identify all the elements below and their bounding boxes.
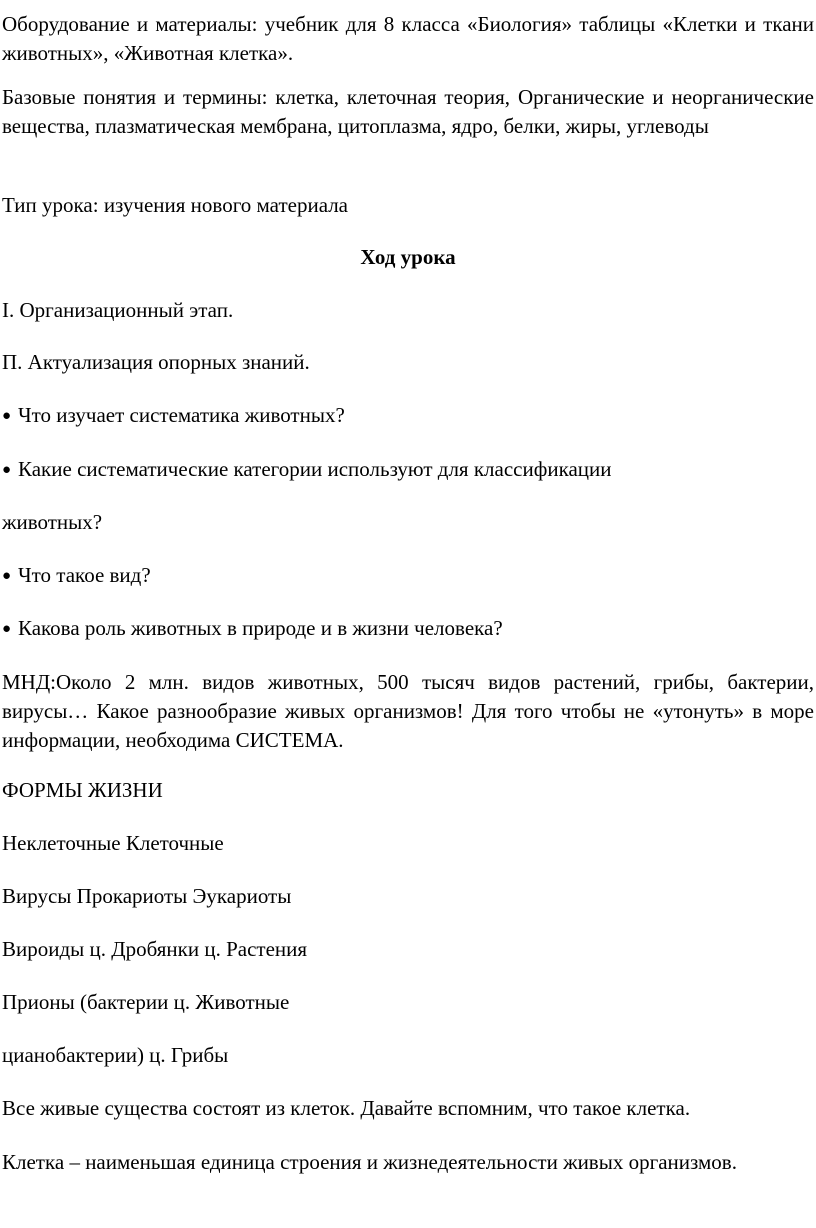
bullet-icon: ● <box>2 408 12 424</box>
lesson-heading: Ход урока <box>360 245 456 269</box>
stage-organizational: I. Организационный этап. <box>2 298 234 322</box>
life-forms-line: Неклеточные Клеточные <box>2 831 224 855</box>
bullet-icon: ● <box>2 462 12 478</box>
mnd-paragraph: МНД:Около 2 млн. видов животных, 500 тысяч видов растений, грибы, бактерии, вирусы… Какое разнообразие живых организмов! Для того чтобы не «утонуть» в море информации, необходима СИСТЕМА. <box>2 670 814 752</box>
cell-definition-paragraph: Клетка – наименьшая единица строения и жизнедеятельности живых организмов. <box>2 1150 737 1174</box>
question-item <box>2 561 814 591</box>
question-continuation: животных? <box>2 510 103 534</box>
question-item <box>2 455 814 485</box>
bullet-icon: ● <box>2 568 12 584</box>
lesson-type-line: Тип урока: изучения нового материала <box>2 193 348 217</box>
question-text: Какова роль животных в природе и в жизни человека? <box>18 616 503 640</box>
question-item <box>2 614 814 644</box>
question-text: Какие систематические категории используют для классификации <box>18 457 612 481</box>
life-forms-title: ФОРМЫ ЖИЗНИ <box>2 778 163 802</box>
life-forms-line: Прионы (бактерии ц. Животные <box>2 990 290 1014</box>
life-forms-line: Вироиды ц. Дробянки ц. Растения <box>2 937 308 961</box>
question-item <box>2 401 814 431</box>
question-text: Что изучает систематика животных? <box>18 403 345 427</box>
terms-paragraph: Базовые понятия и термины: клетка, клеточная теория, Органические и неорганические вещества, плазматическая мембрана, цитоплазма, ядро, белки, жиры, углеводы <box>2 85 814 138</box>
life-forms-line: Вирусы Прокариоты Эукариоты <box>2 884 292 908</box>
bullet-icon: ● <box>2 621 12 637</box>
question-text: Что такое вид? <box>18 563 151 587</box>
life-forms-line: цианобактерии) ц. Грибы <box>2 1043 229 1067</box>
cells-intro-paragraph: Все живые существа состоят из клеток. Давайте вспомним, что такое клетка. <box>2 1096 691 1120</box>
equipment-paragraph: Оборудование и материалы: учебник для 8 класса «Биология» таблицы «Клетки и ткани животных», «Животная клетка». <box>2 12 814 65</box>
stage-actualization: П. Актуализация опорных знаний. <box>2 350 310 374</box>
